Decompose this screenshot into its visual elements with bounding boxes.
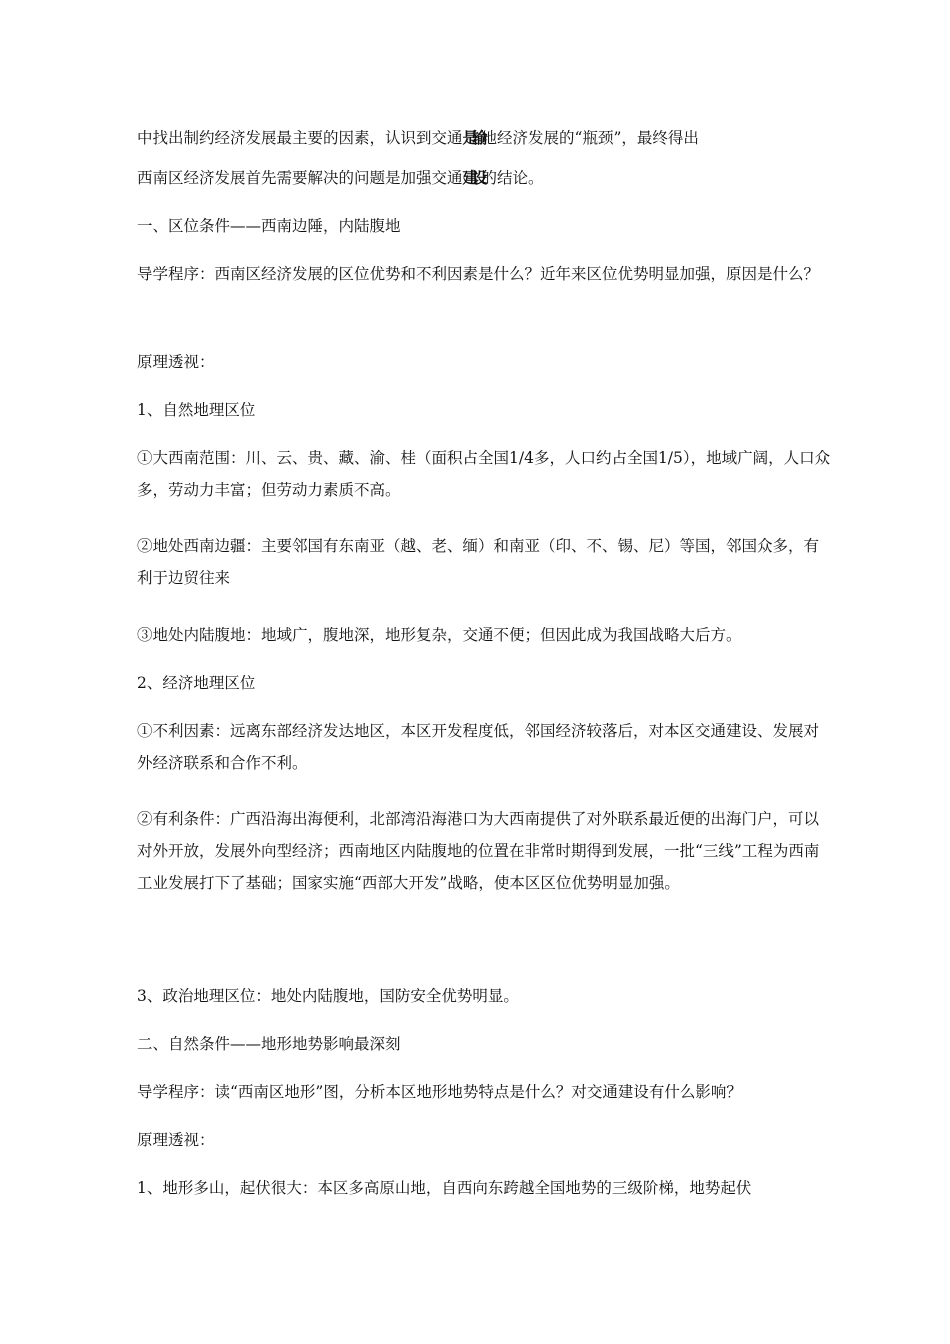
list-item-1: ①大西南范围：川、云、贵、藏、渝、桂（面积占全国1/4多，人口约占全国1/5），地域广阔，人口众多，劳动力丰富；但劳动力素质不高。 <box>137 449 831 499</box>
guide-question-1: 导学程序：西南区经济发展的区位优势和不利因素是什么？近年来区位优势明显加强，原因是什么？ <box>137 265 820 283</box>
subheading-economic-location: 2、经济地理区位 <box>137 674 256 692</box>
guide-question-2: 导学程序：读“西南区地形”图，分析本区地形地势特点是什么？对交通建设有什么影响？ <box>137 1083 742 1101</box>
paragraph-2 <box>137 162 831 194</box>
section-heading-2: 二、自然条件——地形地势影响最深刻 <box>137 1035 401 1053</box>
list-item-3: ③地处内陆腹地：地域广，腹地深，地形复杂，交通不便；但因此成为我国战略大后方。 <box>137 626 742 644</box>
principle-label-1: 原理透视： <box>137 353 215 371</box>
overlapped-text: 是输 <box>462 128 482 147</box>
paragraph-1 <box>137 122 831 154</box>
section-heading-1: 一、区位条件——西南边陲，内陆腹地 <box>137 217 401 235</box>
paragraph-1-text-end: 地经济发展的“瓶颈”，最终得出 <box>481 129 699 147</box>
paragraph-1-text: 中找出制约经济发展最主要的因素，认识到交通 <box>137 129 463 147</box>
list-item-2: ②地处西南边疆：主要邻国有东南亚（越、老、缅）和南亚（印、不、锡、尼）等国，邻国众多，有利于边贸往来 <box>137 537 820 587</box>
list-item-5: ②有利条件：广西沿海出海便利，北部湾沿海港口为大西南提供了对外联系最近便的出海门户，可以对外开放，发展外向型经济；西南地区内陆腹地的位置在非常时期得到发展，一批“三线”工程为西南工业发展打下了基础；国家实施“西部大开发”战略，使本区区位优势明显加强。 <box>137 810 820 892</box>
paragraph-2-text-end: 的结论。 <box>481 169 544 187</box>
paragraph-2-text: 西南区经济发展首先需要解决的问题是加强交通 <box>137 169 463 187</box>
principle-label-2: 原理透视： <box>137 1131 215 1149</box>
subheading-natural-location: 1、自然地理区位 <box>137 401 256 419</box>
list-item-4: ①不利因素：远离东部经济发达地区，本区开发程度低，邻国经济较落后，对本区交通建设、发展对外经济联系和合作不利。 <box>137 722 820 772</box>
overlapped-text: 建设 <box>462 168 482 187</box>
subheading-political-location: 3、政治地理区位：地处内陆腹地，国防安全优势明显。 <box>137 987 519 1005</box>
subheading-terrain: 1、地形多山，起伏很大：本区多高原山地，自西向东跨越全国地势的三级阶梯，地势起伏 <box>137 1179 752 1197</box>
